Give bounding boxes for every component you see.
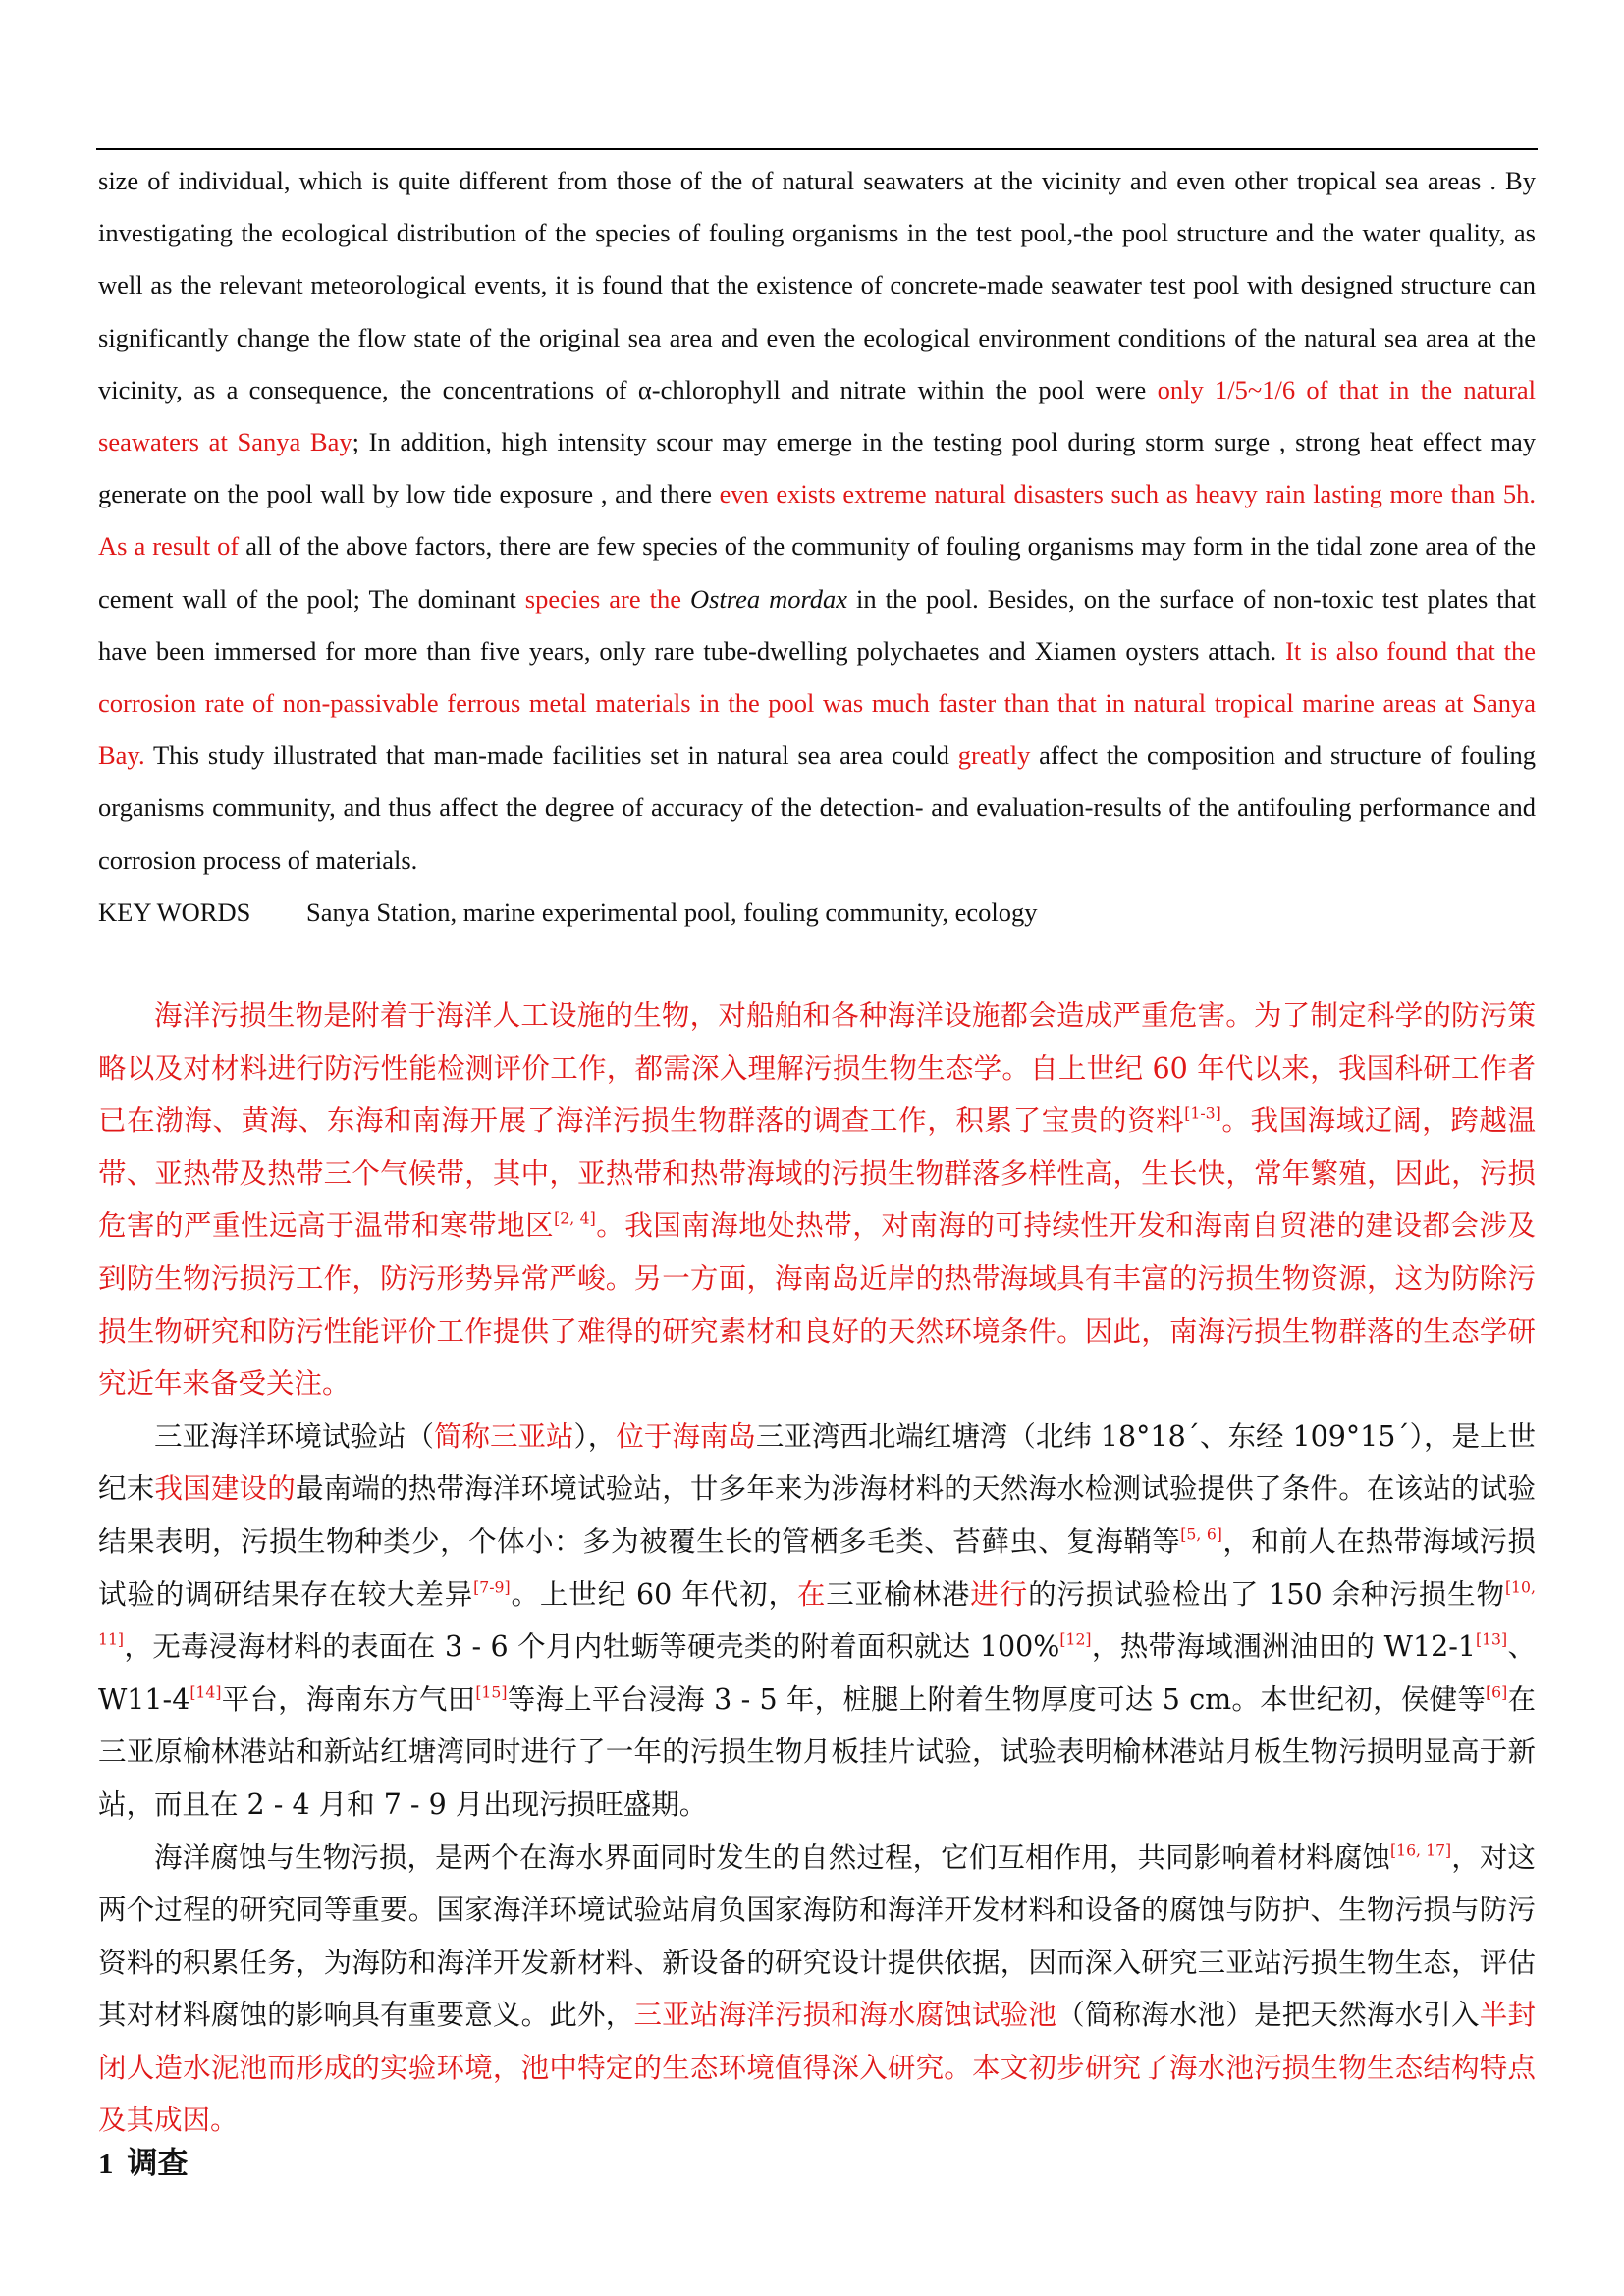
- citation[interactable]: [1-3]: [1184, 1103, 1221, 1123]
- section-number: 1: [98, 2146, 114, 2180]
- keywords-text: Sanya Station, marine experimental pool, fouling community, ecology: [306, 896, 1038, 927]
- abstract-text: all of the above factors, there are few species of the community of fouling organisms may form in the tidal zone area of the cement wall of the pool; The dominant: [98, 531, 1536, 614]
- body-paragraph-2: [98, 1411, 1536, 1832]
- body-text: ，对这两个过程的研究同等重要。国家海洋环境试验站肩负国家海防和海洋开发材料和设备的腐蚀与防护、生物污损与防污资料的积累任务，为海防和海洋开发新材料、新设备的研究设计提供依据，因而深入研究三亚站污损生物生态，评估其对材料腐蚀的影响具有重要意义。此外，: [98, 1841, 1536, 2032]
- english-abstract: [98, 155, 1536, 938]
- body-highlight: 。我国海域辽阔，跨越温带、亚热带及热带三个气候带，其中，亚热带和热带海域的污损生物群落多样性高，生长快，常年繁殖，因此，污损危害的严重性远高于温带和寒带地区: [98, 1104, 1536, 1243]
- citation[interactable]: [6]: [1486, 1682, 1508, 1701]
- keywords-line: [98, 886, 1536, 938]
- abstract-text: This study illustrated that man-made facilities set in natural sea area could: [144, 740, 958, 771]
- body-paragraph-1: [98, 989, 1536, 1411]
- section-heading: [98, 2138, 189, 2182]
- body-text: ，和前人在热带海域污损试验的调研结果存在较大差异: [98, 1524, 1536, 1611]
- abstract-text: size of individual, which is quite different from those of the of natural seawaters at the vicinity and even other tropical sea areas . By investigating the ecological distribution of the species of fouling organisms in the test pool,-the pool structure and the water quality, as well as the relevant meteorological events, it is found that the existence of concrete-made seawater test pool with designed structure can significantly change the flow state of the original sea area and even the ecological environment conditions of the natural sea area at the vicinity, as a consequence, the concentrations of α-chlorophyll and nitrate within the pool were: [98, 166, 1536, 404]
- body-text: （简称海水池）是把天然海水引入: [1056, 1999, 1480, 2032]
- abstract-highlight: It is also found that the corrosion rate of non-passivable ferrous metal materials in the pool was much faster than that in natural tropical marine areas at Sanya Bay.: [98, 635, 1536, 771]
- body-text: 三亚海洋环境试验站（: [154, 1419, 435, 1453]
- body-text: 等海上平台浸海 3 - 5 年，桩腿上附着生物厚度可达 5 cm。本世纪初，侯健等: [507, 1682, 1487, 1716]
- abstract-text: in the pool: [847, 583, 973, 614]
- abstract-paragraph: [98, 155, 1536, 886]
- chinese-body: [98, 989, 1536, 2147]
- body-highlight: 。我国南海地处热带，对南海的可持续性开发和海南自贸港的建设都会涉及到防生物污损污工作，防污形势异常严峻。另一方面，海南岛近岸的热带海域具有丰富的污损生物资源，这为防除污损生物研究和防污性能评价工作提供了难得的研究素材和良好的天然环境条件。因此，南海污损生物群落的生态学研究近年来备受关注。: [98, 1209, 1536, 1401]
- body-text: 。上世纪 60 年代初，: [510, 1577, 797, 1611]
- citation[interactable]: [12]: [1059, 1629, 1092, 1649]
- body-highlight: 进行: [970, 1577, 1029, 1611]
- header-rule: [96, 148, 1538, 150]
- body-text: 、W11-4: [98, 1630, 1536, 1716]
- body-text: 在三亚原榆林港站和新站红塘湾同时进行了一年的污损生物月板挂片试验，试验表明榆林港站月板生物污损明显高于新站，而且在 2 - 4 月和 7 - 9 月出现污损旺盛期。: [98, 1682, 1536, 1821]
- citation[interactable]: [16, 17]: [1390, 1840, 1452, 1859]
- abstract-highlight: only 1/5~1/6 of that in the natural seawaters at Sanya Bay: [98, 374, 1536, 457]
- body-highlight: 三亚站海洋污损和海水腐蚀试验池: [633, 1999, 1057, 2032]
- citation[interactable]: [14]: [189, 1682, 222, 1701]
- body-paragraph-3: [98, 1832, 1536, 2148]
- body-text: 三亚湾西北端红塘湾（北纬 18°18´、东经 109°15´），是上世纪末: [98, 1419, 1536, 1506]
- abstract-text: . Besides, on the surface of non-toxic test plates that have been immersed for more than five years, only rare tube-dwelling polychaetes and Xiamen oysters attach.: [98, 583, 1536, 666]
- body-text: 最南端的热带海洋环境试验站，廿多年来为涉海材料的天然海水检测试验提供了条件。在该站的试验结果表明，污损生物种类少，个体小：多为被覆生长的管栖多毛类、苔藓虫、复海鞘等: [98, 1472, 1536, 1558]
- abstract-text: ; In addition, high intensity scour may emerge in the testing pool during storm surge , strong heat effect may generate on the pool wall by low tide exposure , and there: [98, 427, 1536, 509]
- body-highlight: 位于海南岛: [616, 1419, 756, 1453]
- abstract-highlight: even exists extreme natural disasters such as heavy rain lasting more than 5h. As a result of: [98, 479, 1537, 561]
- body-highlight: 简称三亚站: [434, 1419, 574, 1453]
- citation[interactable]: [15]: [475, 1682, 508, 1701]
- citation[interactable]: [7-9]: [473, 1576, 511, 1596]
- citation[interactable]: [10, 11]: [98, 1576, 1536, 1649]
- body-text: ，无毒浸海材料的表面在 3 - 6 个月内牡蛎等硬壳类的附着面积就达 100%: [124, 1630, 1060, 1664]
- body-highlight: 在: [796, 1577, 827, 1611]
- abstract-text: affect the composition and structure of fouling organisms community, and thus affect the degree of accuracy of the detection- and evaluation-results of the antifouling performance and corrosion process of materials.: [98, 740, 1536, 875]
- body-text: 海洋腐蚀与生物污损，是两个在海水界面同时发生的自然过程，它们互相作用，共同影响着材料腐蚀: [154, 1841, 1391, 1874]
- body-highlight: 我国建设的: [154, 1472, 296, 1506]
- body-text: 三亚榆林港: [826, 1577, 971, 1611]
- body-text: ，热带海域涠洲油田的 W12-1: [1091, 1630, 1476, 1664]
- abstract-highlight: species are the: [524, 583, 690, 614]
- citation[interactable]: [5, 6]: [1180, 1524, 1222, 1544]
- section-title: 调查: [127, 2146, 189, 2181]
- abstract-highlight: greatly: [957, 740, 1031, 771]
- body-text: ），: [573, 1419, 617, 1453]
- citation[interactable]: [2, 4]: [554, 1208, 596, 1228]
- keywords-label: KEY WORDS: [98, 896, 251, 927]
- citation[interactable]: [13]: [1475, 1629, 1508, 1649]
- body-highlight: 半封闭人造水泥池而形成的实验环境，池中特定的生态环境值得深入研究。本文初步研究了海水池污损生物生态结构特点及其成因。: [98, 1999, 1536, 2137]
- species-name: Ostrea mordax: [689, 583, 848, 614]
- body-text: 的污损试验检出了 150 余种污损生物: [1028, 1577, 1505, 1611]
- body-highlight: 海洋污损生物是附着于海洋人工设施的生物，对船舶和各种海洋设施都会造成严重危害。为了制定科学的防污策略以及对材料进行防污性能检测评价工作，都需深入理解污损生物生态学。自上世纪 60 年代以来，我国科研工作者已在渤海、黄海、东海和南海开展了海洋污损生物群落的调查工作，积累了宝贵的资料: [98, 999, 1536, 1138]
- body-text: 平台，海南东方气田: [221, 1682, 476, 1716]
